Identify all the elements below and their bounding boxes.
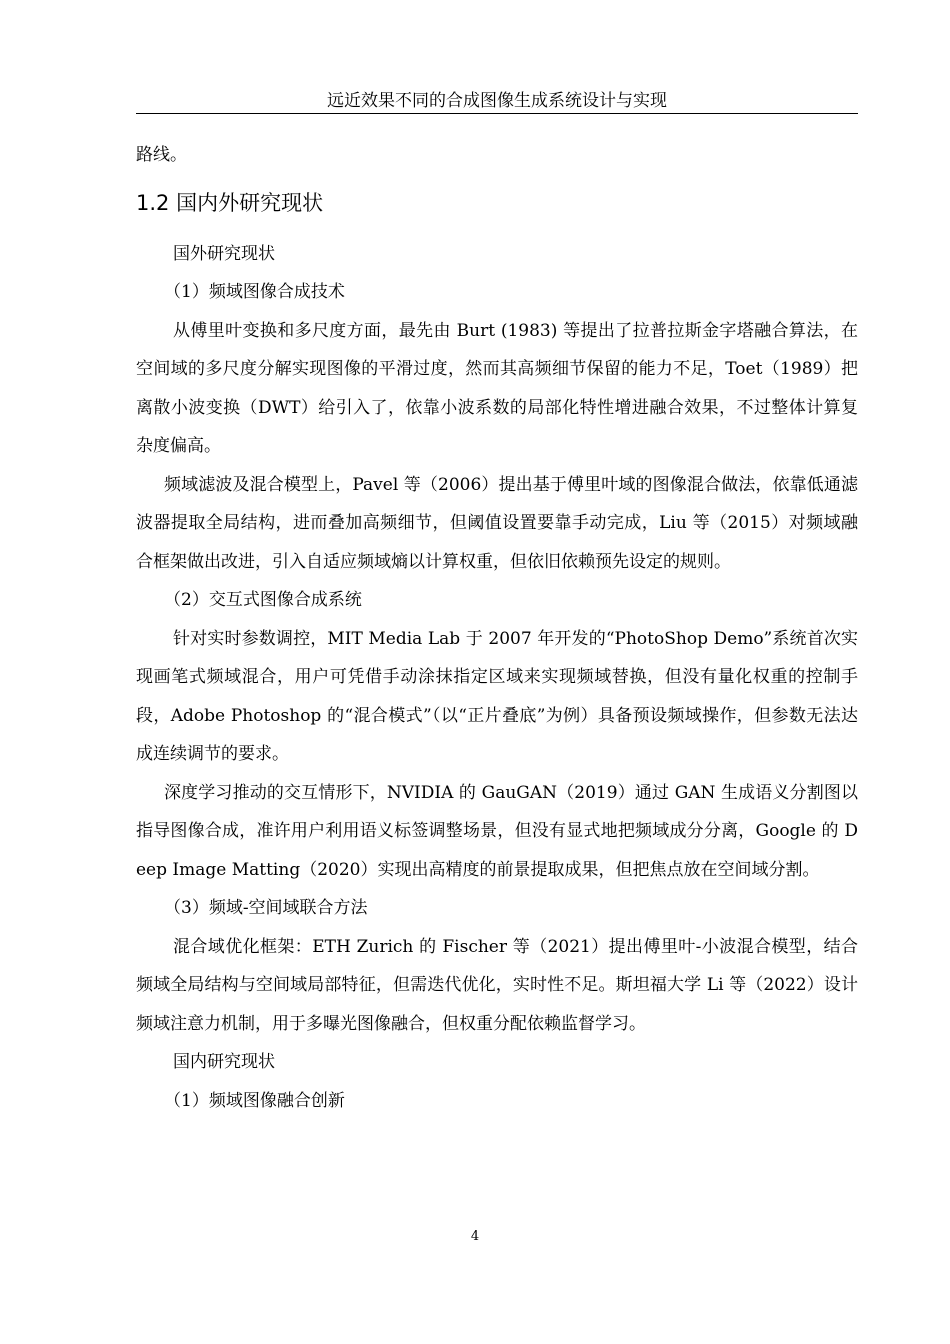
subheading-joint-methods: （3）频域-空间域联合方法 bbox=[164, 898, 368, 918]
section-heading: 1.2 国内外研究现状 bbox=[136, 190, 324, 215]
paragraph-frequency-filtering: 频域滤波及混合模型上，Pavel 等（2006）提出基于傅里叶域的图像混合做法，依靠低通滤波器提取全局结构，进而叠加高频细节，但阈值设置要靠手动完成，Liu 等（2015）对频域融合框架做出改进，引入自适应频域熵以计算权重，但依旧依赖预先设定的规则。 bbox=[136, 474, 858, 572]
running-header: 远近效果不同的合成图像生成系统设计与实现 bbox=[136, 90, 858, 114]
paragraph-hybrid-optimization: 混合域优化框架：ETH Zurich 的 Fischer 等（2021）提出傅里叶-小波混合模型，结合频域全局结构与空间域局部特征，但需迭代优化，实时性不足。斯坦福大学 Li 等（2022）设计频域注意力机制，用于多曝光图像融合，但权重分配依赖监督学习。 bbox=[136, 936, 858, 1034]
paragraph-fourier-multiscale: 从傅里叶变换和多尺度方面，最先由 Burt (1983) 等提出了拉普拉斯金字塔融合算法，在空间域的多尺度分解实现图像的平滑过度，然而其高频细节保留的能力不足，Toet（1989）把离散小波变换（DWT）给引入了，依靠小波系数的局部化特性增进融合效果，不过整体计算复杂度偏高。 bbox=[136, 320, 858, 456]
subheading-frequency-fusion: （1）频域图像融合创新 bbox=[164, 1090, 345, 1111]
page-body bbox=[136, 136, 858, 1120]
page-number: 4 bbox=[470, 1229, 480, 1244]
paragraph-deep-learning: 深度学习推动的交互情形下，NVIDIA 的 GauGAN（2019）通过 GAN 生成语义分割图以指导图像合成，准许用户利用语义标签调整场景，但没有显式地把频域成分分离，Google 的 Deep Image Matting（2020）实现出高精度的前景提取成果，但把焦点放在空间域分割。 bbox=[136, 782, 858, 880]
paragraph-realtime-control: 针对实时参数调控，MIT Media Lab 于 2007 年开发的“PhotoShop Demo”系统首次实现画笔式频域混合，用户可凭借手动涂抹指定区域来实现频域替换，但没有量化权重的控制手段，Adobe Photoshop 的“混合模式”（以“正片叠底”为例）具备预设频域操作，但参数无法达成连续调节的要求。 bbox=[136, 628, 858, 764]
foreign-research-heading: 国外研究现状 bbox=[173, 243, 275, 264]
subheading-interactive-systems: （2）交互式图像合成系统 bbox=[164, 590, 362, 610]
domestic-research-heading: 国内研究现状 bbox=[173, 1052, 275, 1072]
continuation-text: 路线。 bbox=[136, 145, 187, 165]
subheading-frequency-synthesis: （1）频域图像合成技术 bbox=[164, 282, 345, 302]
